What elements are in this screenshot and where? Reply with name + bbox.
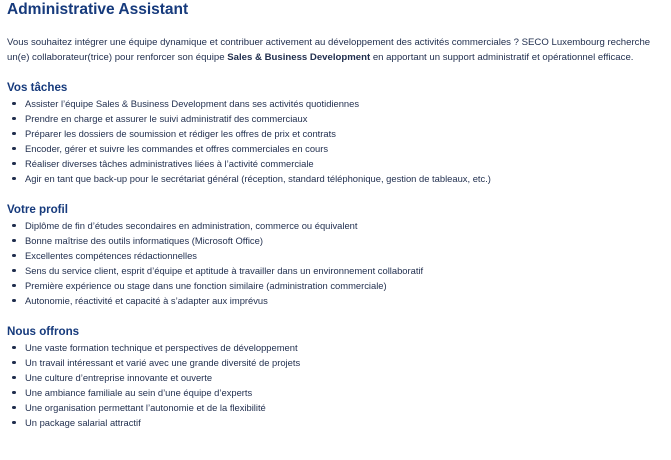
list-item: Une culture d’entreprise innovante et ouverte <box>7 370 664 385</box>
list-item: Préparer les dossiers de soumission et rédiger les offres de prix et contrats <box>7 126 664 141</box>
list-item: Autonomie, réactivité et capacité à s’adapter aux imprévus <box>7 293 664 308</box>
list-item: Une ambiance familiale au sein d’une équipe d’experts <box>7 385 664 400</box>
section-heading-taches: Vos tâches <box>7 80 68 94</box>
tasks-list <box>7 96 664 186</box>
offer-list <box>7 340 664 430</box>
intro-text-start: Vous souhaitez intégrer une équipe dynamique et contribuer activement au développement des activités commerciales ? SECO Luxembourg recherche un(e) collaborateur(trice) pour renforcer son équipe <box>7 37 651 63</box>
list-item: Diplôme de fin d’études secondaires en administration, commerce ou équivalent <box>7 218 664 233</box>
list-item: Prendre en charge et assurer le suivi administratif des commerciaux <box>7 111 664 126</box>
list-item: Assister l’équipe Sales & Business Development dans ses activités quotidiennes <box>7 96 664 111</box>
section-heading-profil: Votre profil <box>7 202 68 216</box>
intro-text-end: en apportant un support administratif et opérationnel efficace. <box>370 51 634 63</box>
list-item: Un travail intéressant et varié avec une grande diversité de projets <box>7 355 664 370</box>
list-item: Excellentes compétences rédactionnelles <box>7 248 664 263</box>
list-item: Bonne maîtrise des outils informatiques (Microsoft Office) <box>7 233 664 248</box>
list-item: Réaliser diverses tâches administratives liées à l’activité commerciale <box>7 156 664 171</box>
intro-paragraph <box>7 36 664 66</box>
list-item: Un package salarial attractif <box>7 415 664 430</box>
list-item: Sens du service client, esprit d’équipe et aptitude à travailler dans un environnement collaboratif <box>7 263 664 278</box>
list-item: Première expérience ou stage dans une fonction similaire (administration commerciale) <box>7 278 664 293</box>
list-item: Agir en tant que back-up pour le secrétariat général (réception, standard téléphonique, gestion de tableaux, etc.) <box>7 171 664 186</box>
section-heading-offrons: Nous offrons <box>7 324 80 338</box>
list-item: Une vaste formation technique et perspectives de développement <box>7 340 664 355</box>
list-item: Encoder, gérer et suivre les commandes et offres commerciales en cours <box>7 141 664 156</box>
intro-team-name: Sales & Business Development <box>227 51 371 63</box>
list-item: Une organisation permettant l’autonomie et de la flexibilité <box>7 400 664 415</box>
profile-list <box>7 218 664 308</box>
page-title: Administrative Assistant <box>7 1 189 18</box>
